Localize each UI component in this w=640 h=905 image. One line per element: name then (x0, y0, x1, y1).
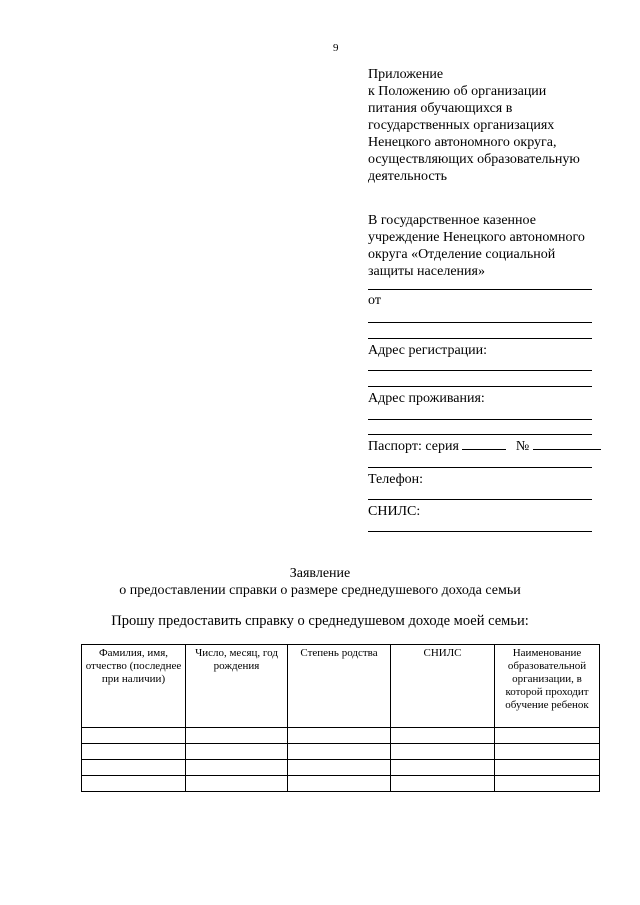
table-cell[interactable] (186, 728, 288, 744)
table-cell[interactable] (495, 776, 600, 792)
fill-line[interactable] (368, 386, 592, 387)
table-cell[interactable] (288, 728, 391, 744)
appendix-line: Приложение (368, 67, 444, 82)
passport-number-field[interactable] (533, 437, 601, 450)
appendix-line: к Положению об организации (368, 84, 547, 99)
addressee-block (368, 212, 608, 280)
table-row (82, 728, 600, 744)
table-cell[interactable] (186, 776, 288, 792)
fill-line[interactable] (368, 419, 592, 420)
column-header-name: Фамилия, имя, отчество (последнее при наличии) (82, 645, 186, 728)
addressee-line: округа «Отделение социальной (368, 247, 556, 262)
addressee-line: защиты населения» (368, 264, 485, 279)
snils-label: СНИЛС: (368, 504, 421, 519)
addressee-line: учреждение Ненецкого автономного (368, 230, 585, 245)
registration-address-label: Адрес регистрации: (368, 343, 488, 358)
appendix-line: Ненецкого автономного округа, (368, 135, 557, 150)
fill-line[interactable] (368, 338, 592, 339)
table-header-row (82, 645, 600, 728)
table-cell[interactable] (391, 744, 495, 760)
column-header-school: Наименование образовательной организации, в которой проходит обучение ребенок (495, 645, 600, 728)
table-cell[interactable] (186, 760, 288, 776)
appendix-header (368, 66, 608, 185)
passport-series-field[interactable] (462, 437, 506, 450)
appendix-line: государственных организациях (368, 118, 555, 133)
table-row (82, 760, 600, 776)
family-table (81, 644, 600, 792)
fill-line[interactable] (368, 370, 592, 371)
table-cell[interactable] (391, 760, 495, 776)
table-cell[interactable] (288, 760, 391, 776)
fill-line[interactable] (368, 467, 592, 468)
table-cell[interactable] (82, 776, 186, 792)
fill-line[interactable] (368, 434, 592, 435)
table-cell[interactable] (186, 744, 288, 760)
table-cell[interactable] (495, 760, 600, 776)
column-header-birthdate: Число, месяц, год рождения (186, 645, 288, 728)
appendix-line: питания обучающихся в (368, 101, 513, 116)
table-cell[interactable] (82, 728, 186, 744)
table-cell[interactable] (82, 744, 186, 760)
table-cell[interactable] (495, 744, 600, 760)
table-row (82, 776, 600, 792)
column-header-snils: СНИЛС (391, 645, 495, 728)
statement-title: Заявление (289, 566, 351, 581)
passport-row (368, 437, 601, 455)
from-label: от (368, 293, 381, 308)
residence-address-label: Адрес проживания: (368, 391, 485, 406)
table-cell[interactable] (391, 776, 495, 792)
appendix-line: осуществляющих образовательную (368, 152, 580, 167)
addressee-line: В государственное казенное (368, 213, 536, 228)
passport-series-label: Паспорт: серия (368, 439, 459, 454)
page-number: 9 (333, 42, 339, 54)
table-row (82, 744, 600, 760)
appendix-line: деятельность (368, 169, 448, 184)
statement-subtitle: о предоставлении справки о размере среднедушевого дохода семьи (119, 583, 521, 598)
passport-number-label: № (515, 439, 530, 454)
fill-line[interactable] (368, 531, 592, 532)
phone-label: Телефон: (368, 472, 424, 487)
table-cell[interactable] (288, 776, 391, 792)
column-header-relation: Степень родства (288, 645, 391, 728)
table-cell[interactable] (82, 760, 186, 776)
table-cell[interactable] (391, 728, 495, 744)
family-table-wrapper (81, 644, 599, 792)
table-cell[interactable] (288, 744, 391, 760)
statement-request: Прошу предоставить справку о среднедушевом доходе моей семьи: (111, 613, 529, 629)
fill-line[interactable] (368, 499, 592, 500)
fill-line[interactable] (368, 289, 592, 290)
fill-line[interactable] (368, 322, 592, 323)
table-cell[interactable] (495, 728, 600, 744)
